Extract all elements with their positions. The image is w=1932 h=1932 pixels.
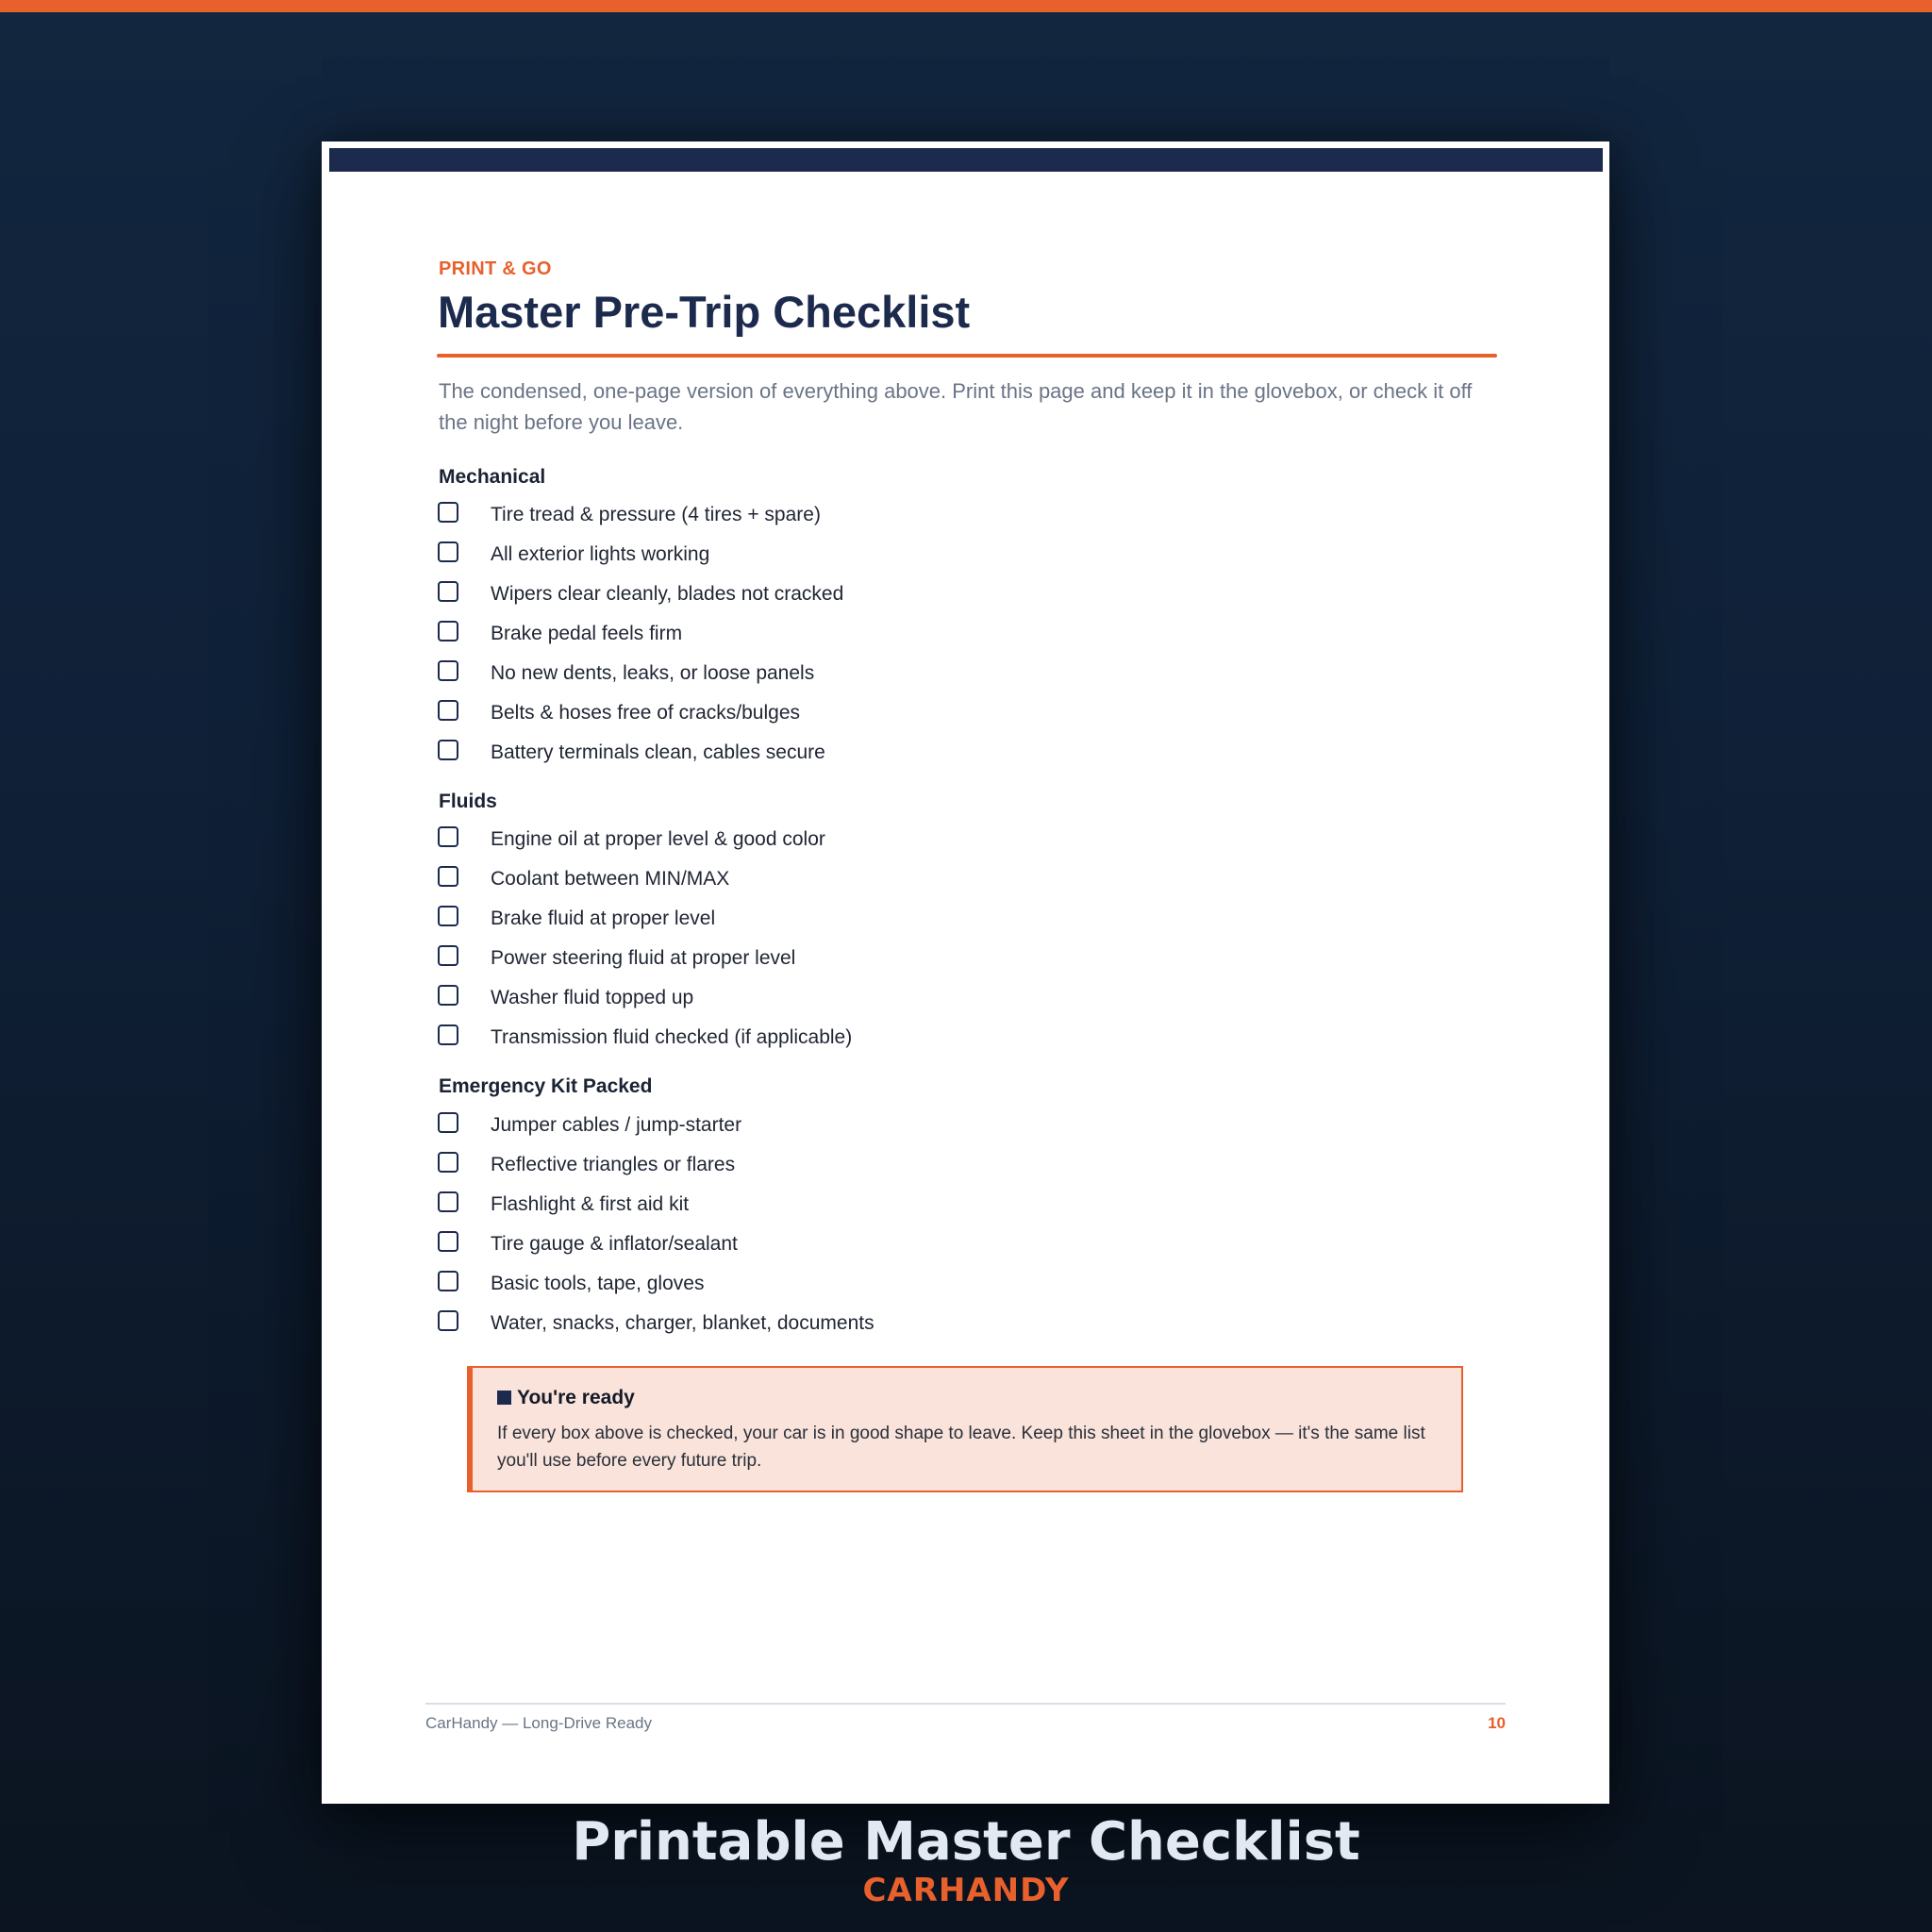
caption-title: Printable Master Checklist	[572, 1811, 1360, 1873]
page-header-band	[329, 148, 1603, 172]
checklist-item[interactable]	[438, 502, 1287, 530]
checklist-item[interactable]	[438, 866, 1287, 894]
checklist-item[interactable]	[438, 1310, 1287, 1339]
callout-title: You're ready	[517, 1387, 635, 1408]
section-title-emergency-kit: Emergency Kit Packed	[439, 1075, 653, 1097]
checkbox[interactable]	[438, 740, 458, 760]
checkbox[interactable]	[438, 1271, 458, 1291]
checklist-item[interactable]	[438, 945, 1287, 974]
footer-title: CarHandy — Long-Drive Ready	[425, 1714, 652, 1732]
checklist-item-label: Belts & hoses free of cracks/bulges	[491, 702, 800, 724]
callout-body: If every box above is checked, your car is in good shape to leave. Keep this sheet in the glovebox — it's the same list you'll use before every future trip.	[497, 1424, 1425, 1471]
checklist-item-label: Brake fluid at proper level	[491, 908, 716, 929]
checklist-item-label: Battery terminals clean, cables secure	[491, 741, 825, 763]
checkbox[interactable]	[438, 581, 458, 602]
checklist-item[interactable]	[438, 826, 1287, 855]
checklist-item-label: Transmission fluid checked (if applicable)	[491, 1026, 853, 1048]
checklist-item-label: All exterior lights working	[491, 543, 710, 565]
checklist-item-label: No new dents, leaks, or loose panels	[491, 662, 815, 684]
ready-callout	[467, 1366, 1463, 1492]
checklist-item-label: Coolant between MIN/MAX	[491, 868, 730, 890]
checklist-item[interactable]	[438, 1191, 1287, 1220]
page-number: 10	[1488, 1714, 1506, 1732]
checklist-item[interactable]	[438, 1271, 1287, 1299]
checklist-item-label: Basic tools, tape, gloves	[491, 1273, 705, 1294]
section-title-fluids: Fluids	[439, 791, 497, 812]
checklist-page	[322, 142, 1609, 1804]
checklist-item[interactable]	[438, 700, 1287, 728]
checkbox[interactable]	[438, 1310, 458, 1331]
checkbox[interactable]	[438, 945, 458, 966]
checkbox[interactable]	[438, 502, 458, 523]
intro-paragraph: The condensed, one-page version of everything above. Print this page and keep it in the glovebox, or check it off the night before you leave.	[439, 379, 1473, 434]
checklist-item-label: Engine oil at proper level & good color	[491, 828, 825, 850]
brand-name: CARHANDY	[862, 1872, 1070, 1909]
checklist-item-label: Reflective triangles or flares	[491, 1154, 736, 1175]
checklist-item[interactable]	[438, 740, 1287, 768]
checklist-item-label: Brake pedal feels firm	[491, 623, 683, 644]
checkbox[interactable]	[438, 541, 458, 562]
checklist-item-label: Jumper cables / jump-starter	[491, 1114, 742, 1136]
checkbox[interactable]	[438, 700, 458, 721]
checkbox[interactable]	[438, 1231, 458, 1252]
checkbox[interactable]	[438, 1024, 458, 1045]
checklist-item[interactable]	[438, 1231, 1287, 1259]
checklist-item[interactable]	[438, 985, 1287, 1013]
checkbox[interactable]	[438, 985, 458, 1006]
checkbox[interactable]	[438, 866, 458, 887]
eyebrow-label: PRINT & GO	[439, 258, 552, 279]
checklist-item-label: Power steering fluid at proper level	[491, 947, 796, 969]
section-title-mechanical: Mechanical	[439, 466, 546, 488]
callout-heading	[497, 1387, 635, 1409]
top-accent-stripe	[0, 0, 1932, 12]
checklist-item-label: Wipers clear cleanly, blades not cracked	[491, 583, 844, 605]
footer-divider	[425, 1703, 1506, 1705]
checkbox[interactable]	[438, 906, 458, 926]
checklist-item[interactable]	[438, 1112, 1287, 1141]
checkbox[interactable]	[438, 660, 458, 681]
checklist-item-label: Tire gauge & inflator/sealant	[491, 1233, 738, 1255]
checklist-item[interactable]	[438, 581, 1287, 609]
square-icon	[497, 1391, 511, 1405]
checkbox[interactable]	[438, 1152, 458, 1173]
checklist-item[interactable]	[438, 1152, 1287, 1180]
checklist-item[interactable]	[438, 541, 1287, 570]
checkbox[interactable]	[438, 621, 458, 641]
checkbox[interactable]	[438, 1112, 458, 1133]
checklist-item[interactable]	[438, 1024, 1287, 1053]
checklist-item-label: Washer fluid topped up	[491, 987, 694, 1008]
checklist-item-label: Flashlight & first aid kit	[491, 1193, 690, 1215]
checklist-item-label: Tire tread & pressure (4 tires + spare)	[491, 504, 821, 525]
page-title: Master Pre-Trip Checklist	[438, 287, 971, 337]
title-underline	[437, 354, 1497, 358]
checkbox[interactable]	[438, 826, 458, 847]
checklist-item-label: Water, snacks, charger, blanket, documents	[491, 1312, 874, 1334]
checklist-item[interactable]	[438, 906, 1287, 934]
checklist-item[interactable]	[438, 621, 1287, 649]
checkbox[interactable]	[438, 1191, 458, 1212]
checklist-item[interactable]	[438, 660, 1287, 689]
